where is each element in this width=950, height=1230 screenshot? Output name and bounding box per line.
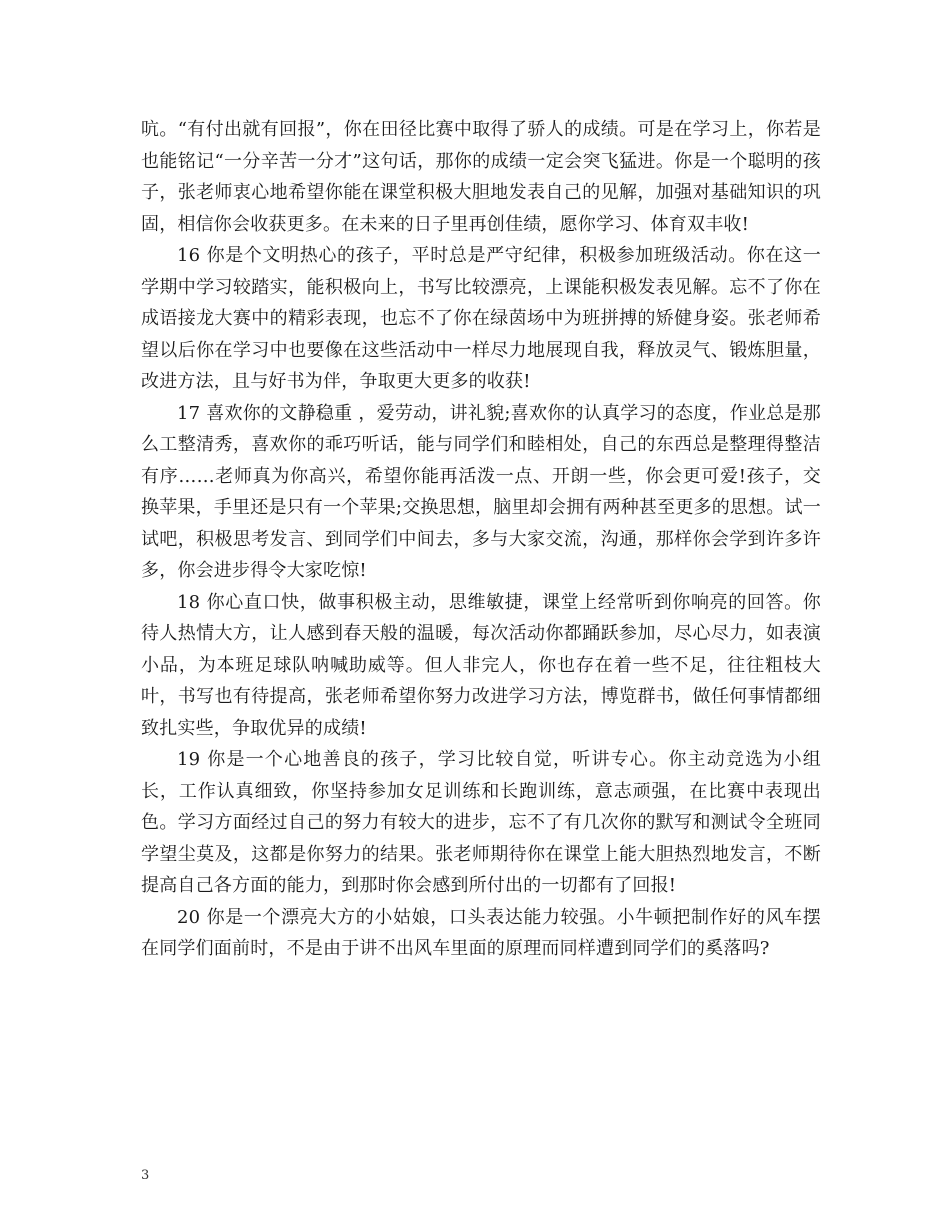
paragraph-comment-18: 18 你心直口快，做事积极主动，思维敏捷，课堂上经常听到你响亮的回答。你待人热情大方，让人感到春天般的温暖，每次活动你都踊跃参加，尽心尽力，如表演小品，为本班足球队呐喊助威等。但人非完人，你也存在着一些不足，往往粗枝大叶，书写也有待提高，张老师希望你努力改进学习方法，博览群书，做任何事情都细致扎实些，争取优异的成绩! xyxy=(141,591,821,739)
paragraph-comment-17: 17 喜欢你的文静稳重 ，爱劳动，讲礼貌;喜欢你的认真学习的态度，作业总是那么工整清秀，喜欢你的乖巧听话，能与同学们和睦相处，自己的东西总是整理得整洁有序……老师真为你高兴，希望你能再活泼一点、开朗一些，你会更可爱!孩子，交换苹果，手里还是只有一个苹果;交换思想，脑里却会拥有两种甚至更多的思想。试一试吧，积极思考发言、到同学们中间去，多与大家交流，沟通，那样你会学到许多许多，你会进步得令大家吃惊! xyxy=(141,402,821,581)
paragraph-comment-16: 16 你是个文明热心的孩子，平时总是严守纪律，积极参加班级活动。你在这一学期中学习较踏实，能积极向上，书写比较漂亮，上课能积极发表见解。忘不了你在成语接龙大赛中的精彩表现，也忘不了你在绿茵场中为班拼搏的矫健身姿。张老师希望以后你在学习中也要像在这些活动中一样尽力地展现自我，释放灵气、锻炼胆量，改进方法，且与好书为伴，争取更大更多的收获! xyxy=(141,245,821,392)
paragraph-comment-20: 20 你是一个漂亮大方的小姑娘，口头表达能力较强。小牛顿把制作好的风车摆在同学们面前时，不是由于讲不出风车里面的原理而同样遭到同学们的奚落吗? xyxy=(141,906,821,959)
paragraph-comment-19: 19 你是一个心地善良的孩子，学习比较自觉，听讲专心。你主动竞选为小组长，工作认真细致，你坚持参加女足训练和长跑训练，意志顽强，在比赛中表现出色。学习方面经过自己的努力有较大的进步，忘不了有几次你的默写和测试令全班同学望尘莫及，这都是你努力的结果。张老师期待你在课堂上能大胆热烈地发言，不断提高自己各方面的能力，到那时你会感到所付出的一切都有了回报! xyxy=(141,749,821,896)
page-body xyxy=(141,114,821,965)
page-number: 3 xyxy=(141,1168,150,1183)
paragraph-continuation: 吭。“有付出就有回报”，你在田径比赛中取得了骄人的成绩。可是在学习上，你若是也能铭记“一分辛苦一分才”这句话，那你的成绩一定会突飞猛进。你是一个聪明的孩子，张老师衷心地希望你能在课堂积极大胆地发表自己的见解，加强对基础知识的巩固，相信你会收获更多。在未来的日子里再创佳绩，愿你学习、体育双丰收! xyxy=(141,119,821,235)
